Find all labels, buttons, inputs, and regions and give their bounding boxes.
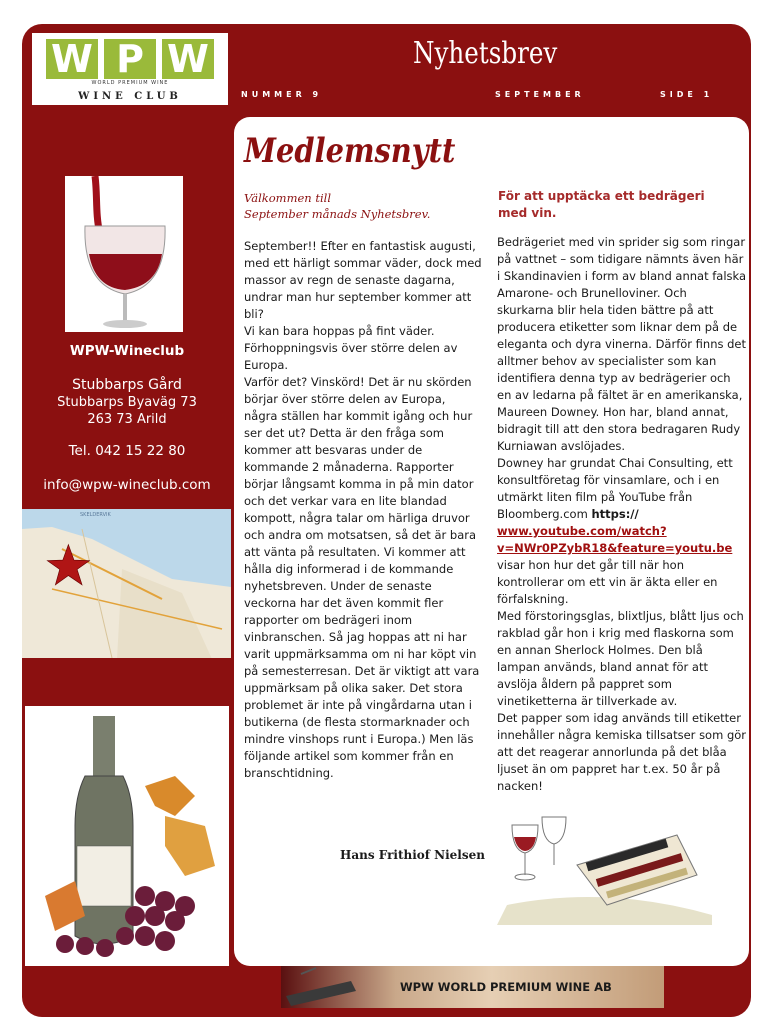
paragraph: visar hon hur det går till när hon kontrollerar om ett vin är äkta eller en förfalskning.	[497, 558, 718, 606]
logo-letter: P	[104, 39, 156, 79]
intro-line: September månads Nyhetsbrev.	[244, 207, 431, 221]
wine-basket-illustration	[497, 795, 719, 925]
logo-subtitle: WINE CLUB	[78, 91, 182, 102]
paragraph: Bedrägeriet med vin sprider sig som ringar på vattnet – som tidigare nämnts även här i Skandinavien i form av bland annat falska Amarone- och Brunelloviner. Och skurkarna blir hela tiden bättre på att producera etiketter som liknar dem på de eleganta och dyra vinerna. Därför finns det alltmer behov av specialister som kan identifiera denna typ av bedrägerier och en av ledarna på fältet är en amerikanska, Maureen Downey. Hon har, bland annat, bidragit till att den stora bedragaren Rudy Kurniawan avslöjades.	[497, 235, 747, 453]
author-signature: Hans Frithiof Nielsen	[340, 848, 485, 862]
issue-month: SEPTEMBER	[495, 90, 585, 99]
address-line-1: Stubbarps Gård	[72, 377, 182, 393]
map-label: SKELDERVIK	[80, 512, 111, 518]
email-address[interactable]: info@wpw-wineclub.com	[43, 477, 211, 493]
page-number: SIDE 1	[660, 90, 714, 99]
paragraph: Det papper som idag används till etiketter innehåller några kemiska tillsatser som gör att det reagerar annorlunda på det blåa ljuset än om pappret har t.ex. 50 år på nacken!	[497, 711, 747, 793]
intro-text	[244, 190, 484, 222]
newsletter-title: Nyhetsbrev	[413, 36, 558, 71]
link-prefix: https://	[591, 507, 639, 521]
paragraph: Med förstoringsglas, blixtljus, blått ljus och rakblad går hon i krig med flaskorna som en annan Sherlock Holmes. Den blå lampan används, bland annat för att avslöja åldern på pappret som vinetiketterna är tillverkade av.	[497, 609, 744, 708]
logo-letter: W	[46, 39, 98, 79]
logo-tagline: WORLD PREMIUM WINE	[91, 80, 169, 86]
paragraph: Vi kan bara hoppas på fint väder. Förhoppningsvis över större delen av Europa.	[244, 324, 458, 372]
club-name: WPW-Wineclub	[69, 343, 185, 359]
intro-line: Välkommen till	[244, 191, 332, 205]
right-column	[497, 234, 747, 795]
phone-number: Tel. 042 15 22 80	[68, 443, 186, 459]
address-line-2: Stubbarps Byaväg 73	[57, 395, 197, 410]
section-heading: Medlemsnytt	[244, 131, 456, 171]
wine-glass-image	[65, 176, 183, 332]
footer-company-name: WPW WORLD PREMIUM WINE AB	[400, 980, 612, 994]
wine-bottle-illustration	[25, 706, 229, 966]
article-heading: För att upptäcka ett bedrägeri med vin.	[498, 189, 705, 220]
paragraph	[497, 455, 747, 557]
left-column	[244, 238, 482, 782]
issue-number: NUMMER 9	[241, 90, 323, 99]
address-line-3: 263 73 Arild	[87, 412, 167, 427]
paragraph: Varför det? Vinskörd! Det är nu skörden börjar över större delen av Europa, några ställen har kommit igång och hur ser det ut? Detta är den fråga som kommer att besvaras under de kommande 2 månaderna. Rapporter börjar långsamt komma in på min dator och det verkar vara en lite blandad kompott, några talar om härliga druvor och andra om motsatsen, så det är bara att vänta på resultaten. Vi kommer att hålla dig informerad i de kommande nyhetsbreven. Under de senaste veckorna har det även kommit fler rapporter om bedrägeri inom vinbranschen. Så jag hoppas att ni har varit uppmärksamma om ni har köpt vin på semesterresan. Det är viktigt att vara uppmärksam på olika saker. Det stora problemet är inte på vingårdarna utan i butikerna (de flesta stormarknader och mindre vinshops runt i Europa.) Men läs följande artikel som kommer från en branschtidning.	[244, 375, 480, 780]
paragraph: September!! Efter en fantastisk augusti, med ett härligt sommar väder, dock med massor av regn de senaste dagarna, undrar man hur september kommer att bli?	[244, 239, 482, 321]
wpw-logo	[32, 33, 228, 105]
logo-letter: W	[162, 39, 214, 79]
paragraph-text: Downey har grundat Chai Consulting, ett konsultföretag för vinsamlare, och i en utmärkt liten film på YouTube från Bloomberg.com	[497, 456, 733, 521]
location-map	[22, 509, 231, 658]
youtube-link[interactable]: www.youtube.com/watch?v=NWr0PZybR18&feature=youtu.be	[497, 524, 733, 555]
